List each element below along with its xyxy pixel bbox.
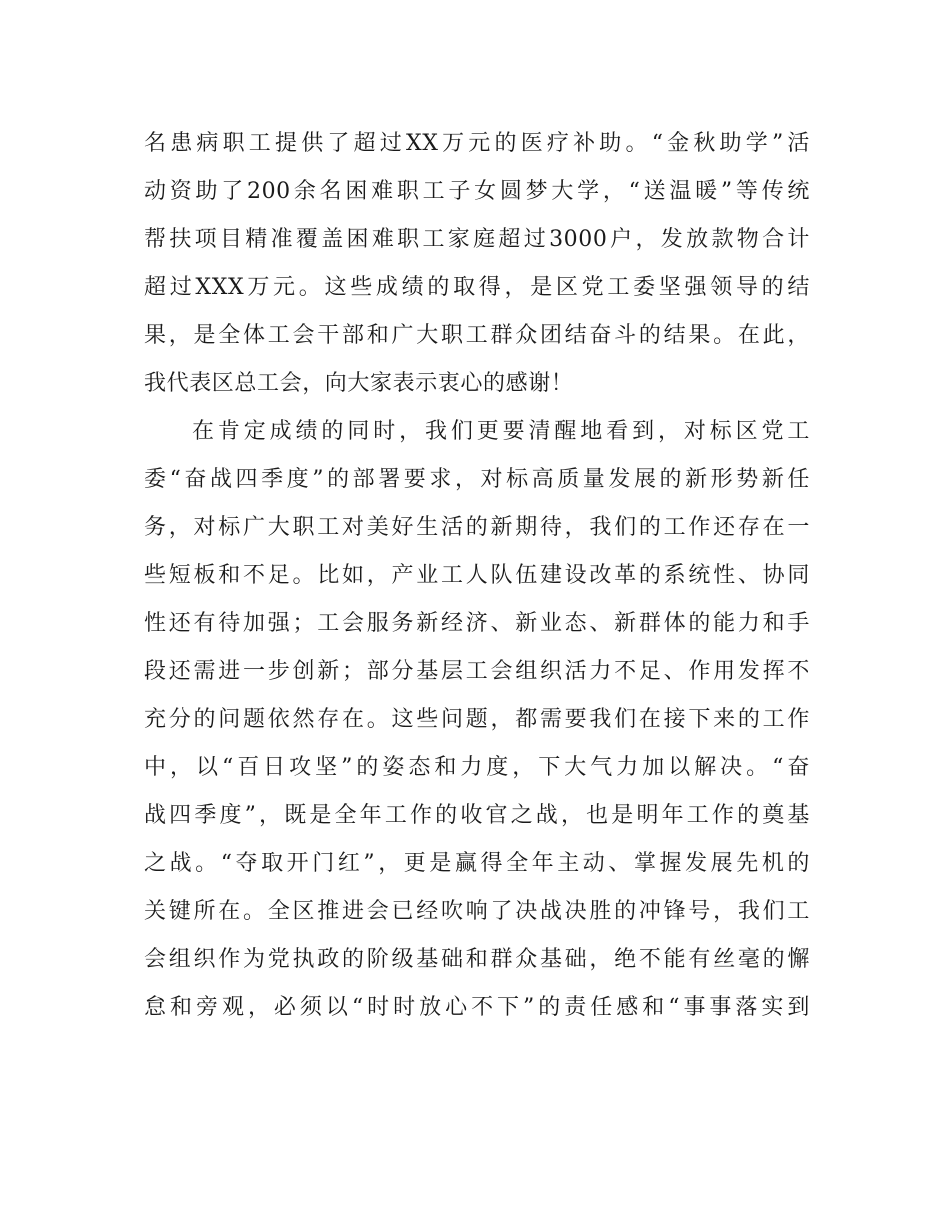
text-line: 些短板和不足。比如，产业工人队伍建设改革的系统性、协同 bbox=[144, 563, 810, 588]
text-line: 之战。“夺取开门红”，更是赢得全年主动、掌握发展先机的 bbox=[144, 851, 810, 876]
text-line: 关键所在。全区推进会已经吹响了决战决胜的冲锋号，我们工 bbox=[144, 899, 810, 924]
text-line: 名患病职工提供了超过XX万元的医疗补助。“金秋助学”活 bbox=[144, 131, 810, 156]
text-line: 帮扶项目精准覆盖困难职工家庭超过3000户，发放款物合计 bbox=[144, 227, 810, 252]
text-line: 超过XXX万元。这些成绩的取得，是区党工委坚强领导的结 bbox=[144, 275, 810, 300]
text-line: 我代表区总工会，向大家表示衷心的感谢！ bbox=[144, 371, 574, 396]
text-line: 中，以“百日攻坚”的姿态和力度，下大气力加以解决。“奋 bbox=[144, 755, 810, 780]
text-line: 性还有待加强；工会服务新经济、新业态、新群体的能力和手 bbox=[144, 611, 810, 636]
text-line: 务，对标广大职工对美好生活的新期待，我们的工作还存在一 bbox=[144, 515, 810, 540]
text-line: 委“奋战四季度”的部署要求，对标高质量发展的新形势新任 bbox=[144, 467, 810, 492]
text-line: 战四季度”，既是全年工作的收官之战，也是明年工作的奠基 bbox=[144, 803, 810, 828]
text-line: 动资助了200余名困难职工子女圆梦大学，“送温暖”等传统 bbox=[144, 179, 810, 204]
text-line: 段还需进一步创新；部分基层工会组织活力不足、作用发挥不 bbox=[144, 659, 810, 684]
text-line: 充分的问题依然存在。这些问题，都需要我们在接下来的工作 bbox=[144, 707, 810, 732]
text-line: 会组织作为党执政的阶级基础和群众基础，绝不能有丝毫的懈 bbox=[144, 947, 810, 972]
text-line: 果，是全体工会干部和广大职工群众团结奋斗的结果。在此， bbox=[144, 323, 810, 348]
text-line: 怠和旁观，必须以“时时放心不下”的责任感和“事事落实到 bbox=[144, 995, 810, 1020]
text-line: 在肯定成绩的同时，我们更要清醒地看到，对标区党工 bbox=[192, 419, 810, 444]
